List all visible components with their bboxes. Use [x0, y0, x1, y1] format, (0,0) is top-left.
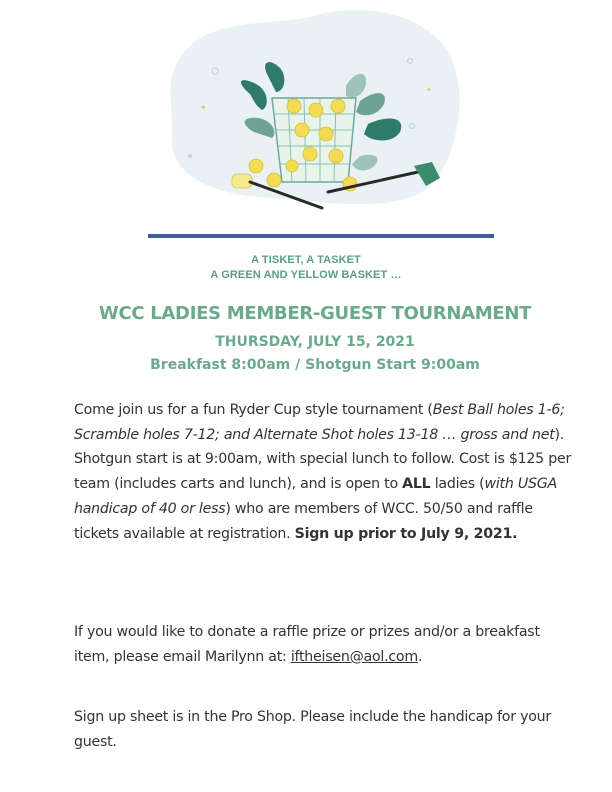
- event-date: THURSDAY, JULY 15, 2021: [215, 334, 415, 350]
- tagline-line-1: A TISKET, A TASKET: [251, 254, 361, 266]
- desc-text: ladies (: [430, 476, 485, 493]
- tagline-line-2: A GREEN AND YELLOW BASKET …: [210, 269, 402, 281]
- desc-text: ) who are members of WCC. 50/50 and raffle tickets available at registration.: [74, 500, 533, 542]
- event-title: WCC LADIES MEMBER-GUEST TOURNAMENT: [98, 303, 532, 324]
- donation-end: .: [417, 648, 423, 665]
- divider-rule: [148, 234, 494, 238]
- all-emphasis: ALL: [402, 476, 431, 493]
- signup-deadline: Sign up prior to July 9, 2021.: [294, 525, 518, 542]
- donation-text: If you would like to donate a raffle prize or prizes and/or a breakfast item, please email Marilynn at:: [74, 624, 540, 665]
- hero-illustration: [150, 6, 470, 242]
- event-description: [74, 398, 574, 546]
- desc-text: Come join us for a fun Ryder Cup style tournament (: [74, 402, 433, 418]
- desc-text: ). Shotgun start is at 9:00am, with special lunch to follow. Cost is $125 per team (includes carts and lunch), and is open to: [74, 426, 572, 493]
- format-details: Best Ball holes 1-6; Scramble holes 7-12; and Alternate Shot holes 13-18 … gross and net: [74, 402, 565, 443]
- svg-text:✦: ✦: [200, 103, 207, 112]
- svg-text:✦: ✦: [426, 86, 432, 94]
- signup-sheet-paragraph: Sign up sheet is in the Pro Shop. Please include the handicap for your guest.: [74, 709, 551, 750]
- donation-paragraph: [74, 620, 574, 669]
- handicap-note: with USGA handicap of 40 or less: [74, 476, 557, 517]
- email-link[interactable]: iftheisen@aol.com: [290, 648, 418, 665]
- event-times: Breakfast 8:00am / Shotgun Start 9:00am: [150, 357, 480, 373]
